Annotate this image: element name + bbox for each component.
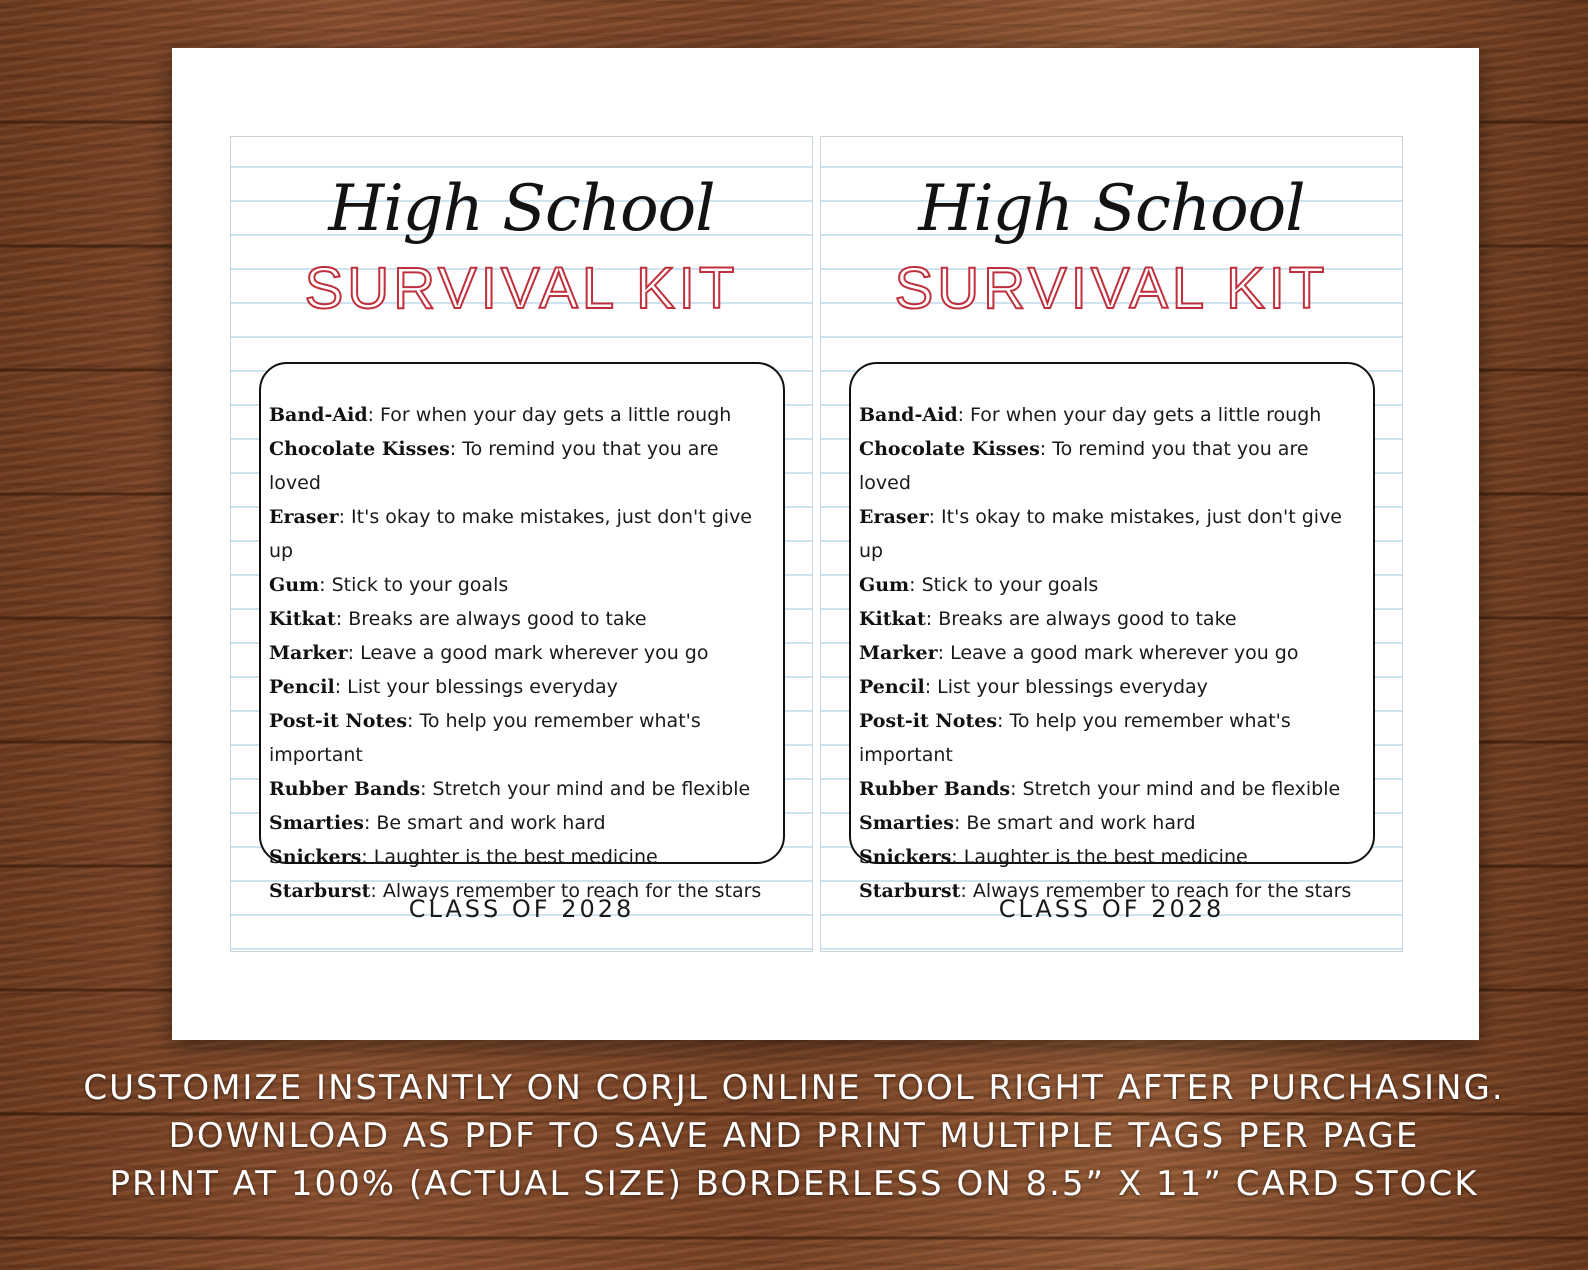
item-name: Post-it Notes: [859, 710, 998, 732]
item-name: Chocolate Kisses: [859, 438, 1040, 460]
list-item: [859, 840, 1365, 874]
item-name: Gum: [859, 574, 910, 596]
list-item: [269, 500, 775, 568]
instruction-line-download: DOWNLOAD AS PDF TO SAVE AND PRINT MULTIPLE TAGS PER PAGE: [168, 1116, 1420, 1156]
list-item: [269, 636, 775, 670]
item-text: : Laughter is the best medicine: [951, 846, 1248, 868]
item-name: Chocolate Kisses: [269, 438, 450, 460]
item-name: Marker: [859, 642, 938, 664]
item-text: : Always remember to reach for the stars: [370, 880, 762, 902]
list-item: [859, 806, 1365, 840]
item-text: : To help you remember what's important: [269, 710, 701, 766]
item-text: : Be smart and work hard: [953, 812, 1196, 834]
product-instructions: [0, 1064, 1588, 1208]
item-text: : Always remember to reach for the stars: [960, 880, 1352, 902]
list-item: [859, 398, 1365, 432]
class-year-label: CLASS OF 2028: [408, 895, 635, 923]
list-item: [859, 500, 1365, 568]
list-item: [859, 602, 1365, 636]
list-item: [859, 670, 1365, 704]
list-item: [859, 704, 1365, 772]
kit-item-list: [849, 362, 1375, 902]
card-title-script: High School: [918, 172, 1305, 246]
item-text: : Leave a good mark wherever you go: [937, 642, 1299, 664]
item-name: Marker: [269, 642, 348, 664]
item-name: Kitkat: [269, 608, 336, 630]
item-text: : To help you remember what's important: [859, 710, 1291, 766]
item-name: Eraser: [859, 506, 929, 528]
item-name: Starburst: [859, 880, 961, 902]
item-text: : It's okay to make mistakes, just don't give up: [859, 506, 1342, 562]
item-name: Rubber Bands: [859, 778, 1011, 800]
item-text: : List your blessings everyday: [334, 676, 618, 698]
item-text: : Stick to your goals: [319, 574, 509, 596]
list-item: [269, 432, 775, 500]
list-item: [269, 840, 775, 874]
item-text: : Stretch your mind and be flexible: [1010, 778, 1341, 800]
list-item: [269, 602, 775, 636]
instruction-line-customize: CUSTOMIZE INSTANTLY ON CORJL ONLINE TOOL RIGHT AFTER PURCHASING.: [83, 1068, 1505, 1108]
item-name: Pencil: [269, 676, 335, 698]
item-name: Gum: [269, 574, 320, 596]
item-name: Snickers: [859, 846, 952, 868]
item-name: Post-it Notes: [269, 710, 408, 732]
item-name: Rubber Bands: [269, 778, 421, 800]
item-text: : For when your day gets a little rough: [957, 404, 1322, 426]
item-text: : Breaks are always good to take: [925, 608, 1237, 630]
card-title-script: High School: [328, 172, 715, 246]
item-text: : Leave a good mark wherever you go: [347, 642, 709, 664]
list-item: [269, 568, 775, 602]
item-name: Band-Aid: [269, 404, 368, 426]
list-item: [859, 432, 1365, 500]
kit-item-list: [259, 362, 785, 902]
list-item: [269, 806, 775, 840]
item-name: Starburst: [269, 880, 371, 902]
list-item: [269, 772, 775, 806]
list-item: [269, 398, 775, 432]
list-item: [859, 636, 1365, 670]
item-name: Kitkat: [859, 608, 926, 630]
item-name: Smarties: [859, 812, 954, 834]
item-name: Pencil: [859, 676, 925, 698]
instruction-line-print: PRINT AT 100% (ACTUAL SIZE) BORDERLESS ON 8.5” X 11” CARD STOCK: [109, 1164, 1479, 1204]
item-text: : To remind you that you are loved: [269, 438, 719, 494]
item-text: : List your blessings everyday: [924, 676, 1208, 698]
item-text: : Stick to your goals: [909, 574, 1099, 596]
item-name: Snickers: [269, 846, 362, 868]
card-title-kit: SURVIVAL KIT: [304, 256, 739, 321]
item-text: : Be smart and work hard: [363, 812, 606, 834]
survival-kit-card-right: [820, 136, 1403, 952]
item-text: : For when your day gets a little rough: [367, 404, 732, 426]
item-text: : Laughter is the best medicine: [361, 846, 658, 868]
item-name: Eraser: [269, 506, 339, 528]
printable-sheet: [172, 48, 1479, 1040]
list-item: [269, 670, 775, 704]
class-year-label: CLASS OF 2028: [998, 895, 1225, 923]
list-item: [859, 568, 1365, 602]
item-text: : Breaks are always good to take: [335, 608, 647, 630]
card-title-kit: SURVIVAL KIT: [894, 256, 1329, 321]
survival-kit-card-left: [230, 136, 813, 952]
item-text: : It's okay to make mistakes, just don't give up: [269, 506, 752, 562]
item-text: : To remind you that you are loved: [859, 438, 1309, 494]
item-name: Band-Aid: [859, 404, 958, 426]
item-text: : Stretch your mind and be flexible: [420, 778, 751, 800]
list-item: [859, 772, 1365, 806]
list-item: [269, 704, 775, 772]
item-name: Smarties: [269, 812, 364, 834]
